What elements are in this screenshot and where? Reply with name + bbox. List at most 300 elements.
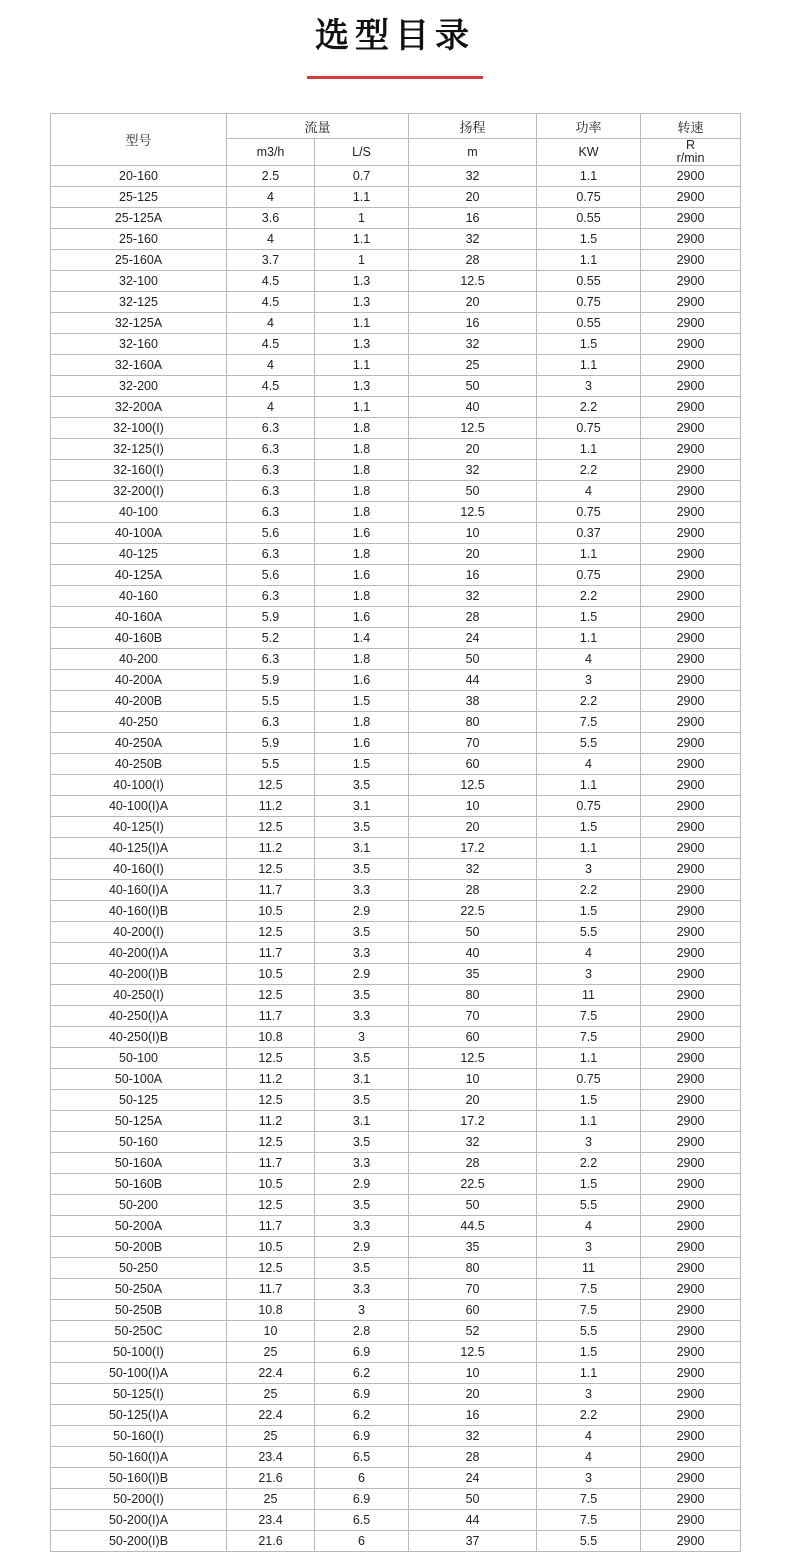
cell-power-kw: 1.5 [537, 229, 641, 250]
header-head: 扬程 [409, 114, 537, 139]
cell-speed-rpm: 2900 [641, 880, 741, 901]
cell-flow-ls: 1.6 [315, 523, 409, 544]
cell-power-kw: 7.5 [537, 1006, 641, 1027]
table-row [51, 1090, 741, 1111]
cell-speed-rpm: 2900 [641, 796, 741, 817]
cell-head-m: 60 [409, 1027, 537, 1048]
cell-flow-m3h: 12.5 [227, 1048, 315, 1069]
table-row [51, 439, 741, 460]
cell-head-m: 32 [409, 1132, 537, 1153]
cell-model: 50-125A [51, 1111, 227, 1132]
cell-flow-ls: 1.4 [315, 628, 409, 649]
cell-speed-rpm: 2900 [641, 1216, 741, 1237]
cell-flow-m3h: 5.9 [227, 733, 315, 754]
cell-flow-ls: 1.8 [315, 481, 409, 502]
table-row [51, 271, 741, 292]
cell-speed-rpm: 2900 [641, 1174, 741, 1195]
header-speed-unit-rmin: r/min [676, 151, 705, 166]
cell-flow-m3h: 12.5 [227, 985, 315, 1006]
cell-power-kw: 3 [537, 859, 641, 880]
cell-model: 40-160(I)B [51, 901, 227, 922]
cell-flow-ls: 3.3 [315, 1153, 409, 1174]
cell-flow-ls: 1.6 [315, 733, 409, 754]
cell-power-kw: 1.5 [537, 607, 641, 628]
cell-power-kw: 0.75 [537, 292, 641, 313]
cell-flow-m3h: 4.5 [227, 376, 315, 397]
cell-head-m: 44.5 [409, 1216, 537, 1237]
cell-power-kw: 2.2 [537, 397, 641, 418]
cell-head-m: 70 [409, 733, 537, 754]
cell-flow-m3h: 11.7 [227, 1279, 315, 1300]
cell-power-kw: 3 [537, 376, 641, 397]
cell-speed-rpm: 2900 [641, 754, 741, 775]
cell-flow-ls: 3.5 [315, 859, 409, 880]
cell-flow-m3h: 23.4 [227, 1447, 315, 1468]
cell-head-m: 20 [409, 1090, 537, 1111]
cell-flow-m3h: 10.5 [227, 964, 315, 985]
cell-power-kw: 3 [537, 1237, 641, 1258]
cell-model: 50-100A [51, 1069, 227, 1090]
cell-speed-rpm: 2900 [641, 775, 741, 796]
cell-model: 50-200B [51, 1237, 227, 1258]
cell-model: 50-200(I)B [51, 1531, 227, 1552]
cell-flow-ls: 1.3 [315, 292, 409, 313]
cell-head-m: 32 [409, 460, 537, 481]
cell-head-m: 28 [409, 250, 537, 271]
cell-flow-m3h: 3.6 [227, 208, 315, 229]
cell-speed-rpm: 2900 [641, 376, 741, 397]
cell-power-kw: 4 [537, 649, 641, 670]
table-row [51, 1132, 741, 1153]
cell-flow-ls: 3.3 [315, 1006, 409, 1027]
cell-head-m: 50 [409, 481, 537, 502]
cell-speed-rpm: 2900 [641, 418, 741, 439]
table-row [51, 670, 741, 691]
cell-flow-ls: 3 [315, 1027, 409, 1048]
cell-head-m: 80 [409, 712, 537, 733]
cell-flow-m3h: 10.5 [227, 1174, 315, 1195]
header-flow-unit-m3h: m3/h [227, 139, 315, 166]
cell-head-m: 50 [409, 922, 537, 943]
cell-flow-m3h: 11.2 [227, 796, 315, 817]
table-row [51, 397, 741, 418]
cell-flow-m3h: 12.5 [227, 1090, 315, 1111]
table-row [51, 1195, 741, 1216]
cell-flow-m3h: 5.5 [227, 754, 315, 775]
cell-power-kw: 1.5 [537, 1174, 641, 1195]
cell-speed-rpm: 2900 [641, 1027, 741, 1048]
table-row [51, 1300, 741, 1321]
cell-power-kw: 7.5 [537, 1027, 641, 1048]
cell-power-kw: 7.5 [537, 712, 641, 733]
table-row [51, 250, 741, 271]
cell-power-kw: 5.5 [537, 922, 641, 943]
cell-power-kw: 1.1 [537, 1363, 641, 1384]
cell-head-m: 22.5 [409, 1174, 537, 1195]
cell-flow-ls: 3.3 [315, 943, 409, 964]
cell-head-m: 32 [409, 586, 537, 607]
cell-power-kw: 1.1 [537, 628, 641, 649]
cell-head-m: 28 [409, 880, 537, 901]
cell-power-kw: 2.2 [537, 460, 641, 481]
cell-power-kw: 7.5 [537, 1510, 641, 1531]
cell-speed-rpm: 2900 [641, 1090, 741, 1111]
cell-flow-m3h: 4 [227, 397, 315, 418]
table-row [51, 1363, 741, 1384]
cell-head-m: 28 [409, 607, 537, 628]
cell-flow-m3h: 22.4 [227, 1363, 315, 1384]
cell-power-kw: 2.2 [537, 880, 641, 901]
table-row [51, 943, 741, 964]
cell-flow-ls: 2.9 [315, 964, 409, 985]
cell-power-kw: 4 [537, 481, 641, 502]
cell-model: 50-200A [51, 1216, 227, 1237]
cell-speed-rpm: 2900 [641, 250, 741, 271]
cell-flow-m3h: 6.3 [227, 481, 315, 502]
cell-speed-rpm: 2900 [641, 607, 741, 628]
cell-model: 50-160B [51, 1174, 227, 1195]
page-title: 选型目录 [315, 17, 475, 55]
cell-flow-ls: 3.5 [315, 1132, 409, 1153]
table-row [51, 1006, 741, 1027]
table-row [51, 565, 741, 586]
header-flow-unit-ls: L/S [315, 139, 409, 166]
cell-speed-rpm: 2900 [641, 1006, 741, 1027]
cell-power-kw: 7.5 [537, 1300, 641, 1321]
cell-power-kw: 0.75 [537, 565, 641, 586]
header-head-unit: m [409, 139, 537, 166]
table-row [51, 1069, 741, 1090]
table-row [51, 1216, 741, 1237]
cell-flow-ls: 1.5 [315, 754, 409, 775]
cell-speed-rpm: 2900 [641, 1468, 741, 1489]
cell-flow-m3h: 4 [227, 313, 315, 334]
cell-model: 32-200(I) [51, 481, 227, 502]
cell-model: 40-125A [51, 565, 227, 586]
cell-head-m: 16 [409, 208, 537, 229]
cell-flow-m3h: 12.5 [227, 775, 315, 796]
cell-speed-rpm: 2900 [641, 1195, 741, 1216]
cell-speed-rpm: 2900 [641, 166, 741, 187]
cell-model: 50-250 [51, 1258, 227, 1279]
table-row [51, 859, 741, 880]
cell-flow-ls: 3.3 [315, 1216, 409, 1237]
cell-power-kw: 3 [537, 670, 641, 691]
cell-flow-m3h: 10.5 [227, 1237, 315, 1258]
cell-head-m: 70 [409, 1279, 537, 1300]
cell-flow-m3h: 5.9 [227, 607, 315, 628]
cell-head-m: 20 [409, 187, 537, 208]
cell-power-kw: 1.5 [537, 1090, 641, 1111]
header-speed-unit [641, 139, 741, 166]
cell-flow-ls: 6.2 [315, 1363, 409, 1384]
cell-power-kw: 1.1 [537, 1048, 641, 1069]
table-row [51, 187, 741, 208]
cell-speed-rpm: 2900 [641, 1111, 741, 1132]
cell-flow-m3h: 25 [227, 1489, 315, 1510]
cell-flow-m3h: 12.5 [227, 1132, 315, 1153]
cell-power-kw: 0.75 [537, 502, 641, 523]
cell-power-kw: 4 [537, 1426, 641, 1447]
cell-flow-ls: 1.6 [315, 565, 409, 586]
cell-model: 40-160(I)A [51, 880, 227, 901]
table-row [51, 775, 741, 796]
spec-table [50, 113, 741, 1552]
cell-flow-ls: 6 [315, 1531, 409, 1552]
cell-head-m: 80 [409, 985, 537, 1006]
cell-power-kw: 4 [537, 1216, 641, 1237]
cell-model: 40-100(I) [51, 775, 227, 796]
cell-flow-m3h: 6.3 [227, 460, 315, 481]
cell-flow-ls: 3.1 [315, 1111, 409, 1132]
cell-head-m: 28 [409, 1153, 537, 1174]
cell-model: 50-100(I)A [51, 1363, 227, 1384]
cell-speed-rpm: 2900 [641, 1237, 741, 1258]
cell-speed-rpm: 2900 [641, 964, 741, 985]
cell-flow-m3h: 4.5 [227, 334, 315, 355]
cell-flow-ls: 1.3 [315, 271, 409, 292]
table-row [51, 544, 741, 565]
cell-head-m: 37 [409, 1531, 537, 1552]
cell-flow-m3h: 4.5 [227, 271, 315, 292]
cell-model: 32-160A [51, 355, 227, 376]
table-header [51, 114, 741, 166]
cell-flow-m3h: 10.5 [227, 901, 315, 922]
cell-flow-m3h: 3.7 [227, 250, 315, 271]
table-row [51, 586, 741, 607]
cell-model: 25-160A [51, 250, 227, 271]
header-speed-unit-r: R [686, 138, 696, 153]
table-row [51, 460, 741, 481]
cell-head-m: 12.5 [409, 1342, 537, 1363]
cell-speed-rpm: 2900 [641, 691, 741, 712]
cell-model: 50-250B [51, 1300, 227, 1321]
cell-head-m: 17.2 [409, 838, 537, 859]
cell-speed-rpm: 2900 [641, 1405, 741, 1426]
cell-model: 25-160 [51, 229, 227, 250]
cell-flow-ls: 1.8 [315, 544, 409, 565]
cell-head-m: 10 [409, 796, 537, 817]
cell-model: 32-200A [51, 397, 227, 418]
table-row [51, 1531, 741, 1552]
cell-head-m: 70 [409, 1006, 537, 1027]
cell-power-kw: 0.55 [537, 313, 641, 334]
cell-speed-rpm: 2900 [641, 1153, 741, 1174]
cell-power-kw: 5.5 [537, 1195, 641, 1216]
cell-model: 50-250C [51, 1321, 227, 1342]
cell-power-kw: 1.1 [537, 544, 641, 565]
header-power: 功率 [537, 114, 641, 139]
cell-flow-ls: 0.7 [315, 166, 409, 187]
cell-head-m: 12.5 [409, 775, 537, 796]
table-row [51, 313, 741, 334]
cell-head-m: 52 [409, 1321, 537, 1342]
cell-head-m: 20 [409, 1384, 537, 1405]
cell-model: 40-250 [51, 712, 227, 733]
table-row [51, 985, 741, 1006]
cell-flow-m3h: 6.3 [227, 418, 315, 439]
cell-model: 50-250A [51, 1279, 227, 1300]
cell-power-kw: 1.1 [537, 775, 641, 796]
cell-model: 40-125 [51, 544, 227, 565]
cell-head-m: 44 [409, 1510, 537, 1531]
cell-power-kw: 7.5 [537, 1279, 641, 1300]
cell-flow-ls: 3.5 [315, 1090, 409, 1111]
table-row [51, 964, 741, 985]
table-row [51, 1384, 741, 1405]
table-row [51, 1027, 741, 1048]
cell-model: 32-100(I) [51, 418, 227, 439]
table-row [51, 355, 741, 376]
cell-speed-rpm: 2900 [641, 1510, 741, 1531]
cell-speed-rpm: 2900 [641, 712, 741, 733]
table-body [51, 166, 741, 1552]
cell-flow-ls: 3.5 [315, 1258, 409, 1279]
header-speed: 转速 [641, 114, 741, 139]
cell-head-m: 24 [409, 1468, 537, 1489]
cell-model: 40-100(I)A [51, 796, 227, 817]
cell-speed-rpm: 2900 [641, 208, 741, 229]
cell-model: 32-160(I) [51, 460, 227, 481]
cell-speed-rpm: 2900 [641, 1384, 741, 1405]
cell-power-kw: 1.5 [537, 1342, 641, 1363]
cell-flow-m3h: 25 [227, 1426, 315, 1447]
table-row [51, 1405, 741, 1426]
table-row [51, 1153, 741, 1174]
cell-head-m: 12.5 [409, 502, 537, 523]
cell-flow-ls: 6.9 [315, 1342, 409, 1363]
cell-model: 32-160 [51, 334, 227, 355]
cell-flow-m3h: 4 [227, 355, 315, 376]
cell-speed-rpm: 2900 [641, 1300, 741, 1321]
cell-flow-m3h: 12.5 [227, 817, 315, 838]
cell-flow-ls: 3.1 [315, 796, 409, 817]
cell-power-kw: 1.5 [537, 817, 641, 838]
table-row [51, 376, 741, 397]
cell-model: 40-200(I)A [51, 943, 227, 964]
cell-flow-ls: 1.8 [315, 439, 409, 460]
table-row [51, 334, 741, 355]
cell-flow-m3h: 11.2 [227, 1111, 315, 1132]
cell-flow-ls: 1.3 [315, 376, 409, 397]
table-row [51, 1174, 741, 1195]
cell-flow-ls: 1.8 [315, 586, 409, 607]
cell-flow-ls: 3.3 [315, 880, 409, 901]
cell-head-m: 22.5 [409, 901, 537, 922]
cell-head-m: 24 [409, 628, 537, 649]
cell-model: 50-100(I) [51, 1342, 227, 1363]
cell-head-m: 12.5 [409, 1048, 537, 1069]
cell-flow-m3h: 5.9 [227, 670, 315, 691]
table-row [51, 1426, 741, 1447]
cell-power-kw: 5.5 [537, 1321, 641, 1342]
cell-head-m: 10 [409, 1069, 537, 1090]
cell-speed-rpm: 2900 [641, 502, 741, 523]
cell-head-m: 12.5 [409, 418, 537, 439]
header-model: 型号 [51, 114, 227, 166]
cell-model: 40-160A [51, 607, 227, 628]
cell-flow-m3h: 12.5 [227, 922, 315, 943]
cell-flow-ls: 1.3 [315, 334, 409, 355]
cell-flow-m3h: 21.6 [227, 1468, 315, 1489]
cell-flow-m3h: 11.2 [227, 1069, 315, 1090]
cell-speed-rpm: 2900 [641, 649, 741, 670]
cell-flow-ls: 3.5 [315, 922, 409, 943]
cell-flow-ls: 1.1 [315, 229, 409, 250]
cell-model: 40-200(I)B [51, 964, 227, 985]
cell-flow-m3h: 6.3 [227, 649, 315, 670]
cell-flow-ls: 1.8 [315, 712, 409, 733]
cell-speed-rpm: 2900 [641, 187, 741, 208]
cell-head-m: 20 [409, 544, 537, 565]
table-row [51, 607, 741, 628]
cell-flow-m3h: 12.5 [227, 1195, 315, 1216]
cell-flow-ls: 1.8 [315, 502, 409, 523]
cell-speed-rpm: 2900 [641, 292, 741, 313]
cell-power-kw: 1.1 [537, 1111, 641, 1132]
cell-power-kw: 11 [537, 1258, 641, 1279]
cell-power-kw: 1.1 [537, 439, 641, 460]
cell-model: 32-125 [51, 292, 227, 313]
cell-flow-ls: 1.5 [315, 691, 409, 712]
cell-power-kw: 3 [537, 1132, 641, 1153]
cell-flow-m3h: 11.7 [227, 1006, 315, 1027]
table-row [51, 292, 741, 313]
cell-speed-rpm: 2900 [641, 1426, 741, 1447]
cell-power-kw: 4 [537, 1447, 641, 1468]
cell-power-kw: 0.75 [537, 418, 641, 439]
table-row [51, 166, 741, 187]
cell-flow-ls: 3.5 [315, 817, 409, 838]
cell-flow-m3h: 11.7 [227, 1153, 315, 1174]
cell-flow-ls: 3.5 [315, 985, 409, 1006]
cell-power-kw: 11 [537, 985, 641, 1006]
cell-speed-rpm: 2900 [641, 817, 741, 838]
cell-flow-m3h: 6.3 [227, 712, 315, 733]
cell-power-kw: 7.5 [537, 1489, 641, 1510]
cell-speed-rpm: 2900 [641, 439, 741, 460]
cell-flow-ls: 1.8 [315, 460, 409, 481]
cell-head-m: 16 [409, 313, 537, 334]
table-row [51, 733, 741, 754]
cell-model: 40-160B [51, 628, 227, 649]
header-power-unit: KW [537, 139, 641, 166]
cell-head-m: 32 [409, 334, 537, 355]
cell-flow-ls: 6.2 [315, 1405, 409, 1426]
cell-model: 40-200A [51, 670, 227, 691]
cell-power-kw: 2.2 [537, 1405, 641, 1426]
cell-flow-m3h: 2.5 [227, 166, 315, 187]
table-row [51, 838, 741, 859]
cell-head-m: 12.5 [409, 271, 537, 292]
cell-head-m: 80 [409, 1258, 537, 1279]
cell-model: 32-200 [51, 376, 227, 397]
cell-flow-ls: 3.5 [315, 1048, 409, 1069]
cell-speed-rpm: 2900 [641, 1363, 741, 1384]
cell-flow-ls: 3 [315, 1300, 409, 1321]
cell-model: 25-125 [51, 187, 227, 208]
cell-model: 20-160 [51, 166, 227, 187]
cell-speed-rpm: 2900 [641, 1069, 741, 1090]
cell-model: 40-100A [51, 523, 227, 544]
table-row [51, 1489, 741, 1510]
cell-flow-ls: 3.1 [315, 1069, 409, 1090]
cell-power-kw: 4 [537, 754, 641, 775]
cell-head-m: 25 [409, 355, 537, 376]
cell-model: 40-200(I) [51, 922, 227, 943]
cell-model: 50-200 [51, 1195, 227, 1216]
cell-flow-ls: 1.8 [315, 649, 409, 670]
